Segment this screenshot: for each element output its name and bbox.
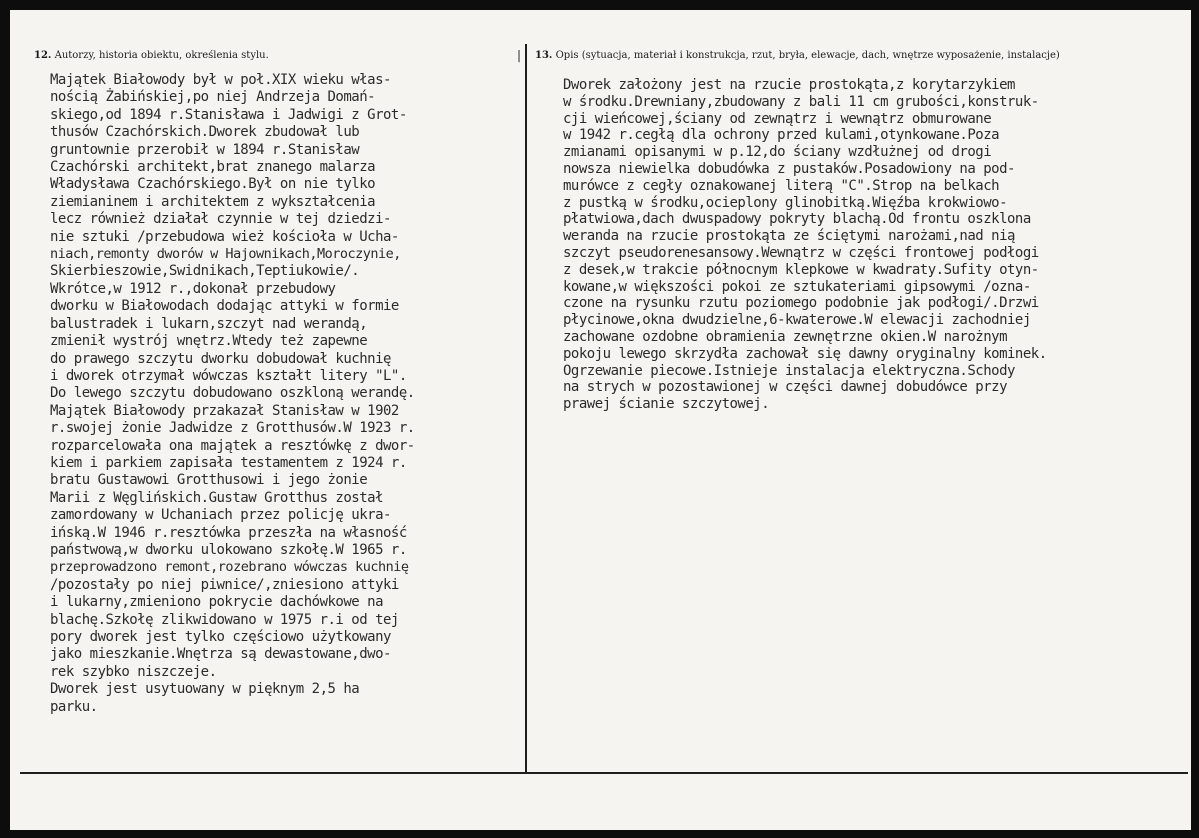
section-13-text: [563, 77, 1047, 413]
typed-line: pory dworek jest tylko częściowo użytkowany: [50, 629, 391, 645]
typed-line: z desek,w trakcie północnym klepkowe w kwadraty.Sufity otyn-: [563, 261, 1039, 278]
typed-line: jako mieszkanie.Wnętrza są dewastowane,dwo-: [50, 646, 391, 663]
typed-line: cji wieńcowej,ściany od zewnątrz i wewnątrz obmurowane: [563, 110, 992, 127]
typed-line: Do lewego szczytu dobudowano oszkloną werandę.: [50, 385, 415, 402]
section-12-heading: [34, 50, 269, 61]
typed-line: thusów Czachórskich.Dworek zbudował lub: [50, 124, 360, 141]
section-12-text: [50, 72, 415, 716]
typed-line: Majątek Białowody przakazał Stanisław w 1902: [50, 402, 399, 419]
typed-line: zmienił wystrój wnętrz.Wtedy też zapewne: [50, 333, 368, 350]
typed-line: blachę.Szkołę zlikwidowano w 1975 r.i od tej: [50, 611, 399, 628]
typed-line: ziemianinem i architektem z wykształcenia: [50, 193, 376, 210]
section-12-number: 12.: [34, 50, 52, 61]
section-13-heading: [535, 50, 1060, 61]
typed-line: zamordowany w Uchaniach przez policję ukra-: [50, 507, 391, 524]
typed-line: bratu Gustawowi Grotthusowi i jego żonie: [50, 472, 368, 489]
typed-line: przeprowadzono remont,rozebrano wówczas kuchnię: [50, 559, 409, 576]
section-12-title: Autorzy, historia obiektu, określenia stylu.: [54, 50, 269, 61]
typed-line: płatwiowa,dach dwuspadowy pokryty blachą.Od frontu oszklona: [563, 211, 1031, 228]
typed-line: czone na rysunku rzutu poziomego podobnie jak podłogi/.Drzwi: [563, 295, 1039, 312]
typed-line: r.swojej żonie Jadwidze z Grotthusów.W 1923 r.: [50, 420, 415, 437]
typed-line: w środku.Drewniany,zbudowany z bali 11 cm grubości,konstruk-: [563, 93, 1039, 110]
typed-line: Dworek jest usytuowany w pięknym 2,5 ha: [50, 681, 360, 698]
typed-line: niach,remonty dworów w Hajownikach,Moroczynie,: [50, 246, 401, 263]
typed-line: Wkrótce,w 1912 r.,dokonał przebudowy: [50, 280, 336, 297]
typed-line: Dworek założony jest na rzucie prostokąta,z korytarzykiem: [563, 77, 1015, 93]
heading-separator: |: [517, 48, 522, 62]
typed-line: na strych w pozostawionej w części dawnej dobudówce przy: [563, 379, 1008, 396]
typed-line: szczyt pseudorenesansowy.Wewnątrz w części frontowej podłogi: [563, 244, 1039, 261]
typed-line: nie sztuki /przebudowa wież kościoła w Ucha-: [50, 228, 399, 245]
column-divider: [525, 44, 527, 772]
typed-line: dworku w Białowodach dodając attyki w formie: [50, 298, 399, 315]
typed-line: nością Żabińskiej,po niej Andrzeja Domań-: [50, 89, 376, 106]
typed-line: Skierbieszowie,Swidnikach,Teptiukowie/.: [50, 263, 360, 280]
typed-line: nowsza niewielka dobudówka z pustaków.Posadowiony na pod-: [563, 160, 1015, 177]
typed-line: murówce z cegły oznakowanej literą "C".Strop na belkach: [563, 177, 1000, 194]
typed-line: i dworek otrzymał wówczas kształt litery "L".: [50, 367, 407, 384]
typed-line: pokoju lewego skrzydła zachował się dawny oryginalny kominek.: [563, 345, 1047, 362]
typed-line: balustradek i lukarn,szczyt nad werandą,: [50, 315, 368, 332]
typed-line: zachowane ozdobne obramienia zewnętrzne okien.W narożnym: [563, 328, 1008, 345]
typed-line: płycinowe,okna dwudzielne,6-kwaterowe.W elewacji zachodniej: [563, 312, 1031, 329]
typed-line: gruntownie przerobił w 1894 r.Stanisław: [50, 141, 360, 158]
typed-line: Ogrzewanie piecowe.Istnieje instalacja elektryczna.Schody: [563, 362, 1015, 379]
section-13-number: 13.: [535, 50, 553, 61]
typed-line: kowane,w większości pokoi ze sztukateriami gipsowymi /ozna-: [563, 278, 1031, 295]
typed-line: Marii z Węglińskich.Gustaw Grotthus został: [50, 489, 384, 506]
typed-line: lecz również działał czynnie w tej dziedzi-: [50, 211, 391, 228]
typed-line: rek szybko niszczeje.: [50, 663, 217, 680]
typed-line: państwową,w dworku ulokowano szkołę.W 1965 r.: [50, 541, 407, 558]
typed-line: kiem i parkiem zapisała testamentem z 1924 r.: [50, 454, 407, 471]
typed-line: i lukarny,zmieniono pokrycie dachówkowe na: [50, 594, 384, 611]
typed-line: skiego,od 1894 r.Stanisława i Jadwigi z Grot-: [50, 106, 407, 123]
bottom-rule: [20, 772, 1188, 774]
typed-line: w 1942 r.cegłą dla ochrony przed kulami,otynkowane.Poza: [563, 127, 1000, 144]
inventory-card: [10, 10, 1191, 830]
typed-line: weranda na rzucie prostokąta ze ściętymi narożami,nad nią: [563, 228, 1015, 245]
typed-line: Władysława Czachórskiego.Był on nie tylko: [50, 176, 376, 193]
section-13-title: Opis (sytuacja, materiał i konstrukcja, rzut, bryła, elewacje, dach, wnętrze wyposażenie, instalacje): [555, 50, 1060, 61]
typed-line: z pustką w środku,ocieplony glinobitką.Więźba krokwiowo-: [563, 194, 1008, 211]
typed-line: rozparcelowała ona majątek a resztówkę z dwor-: [50, 437, 415, 454]
typed-line: /pozostały po niej piwnice/,zniesiono attyki: [50, 576, 399, 593]
typed-line: Czachórski architekt,brat znanego malarza: [50, 159, 376, 176]
typed-line: ińską.W 1946 r.resztówka przeszła na własność: [50, 524, 407, 541]
typed-line: parku.: [50, 698, 98, 715]
typed-line: do prawego szczytu dworku dobudował kuchnię: [50, 350, 391, 367]
typed-line: Majątek Białowody był w poł.XIX wieku włas-: [50, 72, 391, 88]
typed-line: zmianami opisanymi w p.12,do ściany wzdłużnej od drogi: [563, 144, 992, 161]
typed-line: prawej ścianie szczytowej.: [563, 396, 770, 413]
